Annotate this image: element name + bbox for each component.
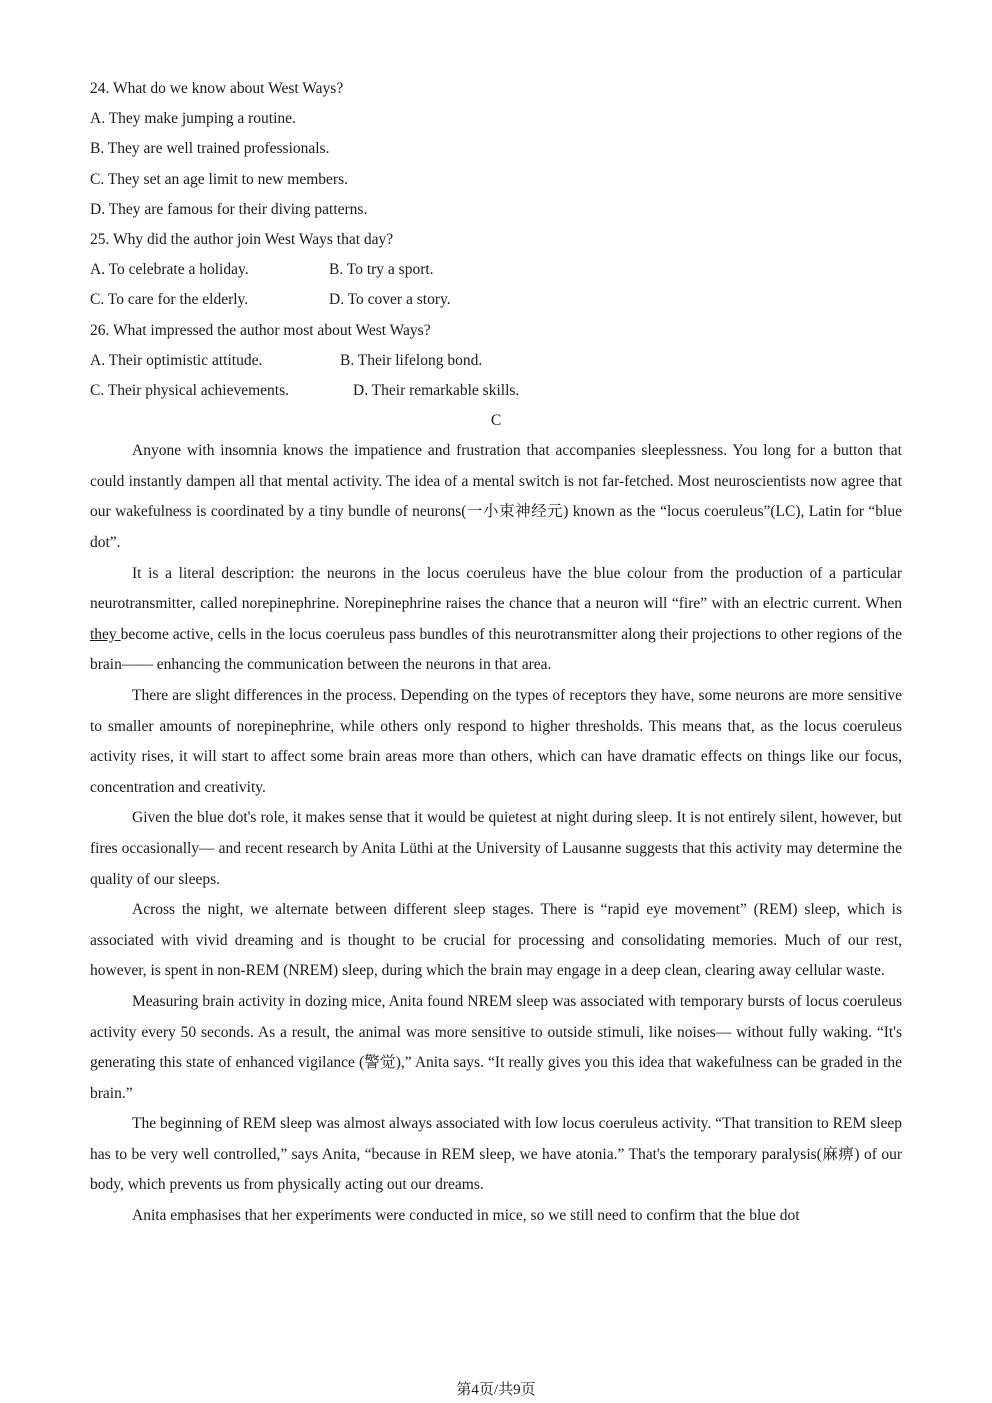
question-24-option-d: D. They are famous for their diving patterns. bbox=[90, 200, 368, 218]
question-24-option-c: C. They set an age limit to new members. bbox=[90, 170, 348, 188]
question-24-stem: 24. What do we know about West Ways? bbox=[90, 80, 344, 97]
question-24-option-a: A. They make jumping a routine. bbox=[90, 110, 296, 128]
question-26-option-c: C. Their physical achievements. bbox=[90, 382, 290, 400]
question-25-stem: 25. Why did the author join West Ways that day? bbox=[90, 231, 394, 249]
question-25-option-d: D. To cover a story. bbox=[329, 291, 451, 309]
question-26-option-a: A. Their optimistic attitude. bbox=[90, 351, 263, 369]
passage-section-letter: C bbox=[490, 412, 502, 430]
underlined-word: they bbox=[90, 625, 121, 643]
question-25-options-row-1 bbox=[90, 255, 902, 285]
page-number-footer: 第4页/共9页 bbox=[456, 1382, 536, 1398]
question-26-options-row-1 bbox=[90, 346, 902, 376]
passage-paragraph: Anita emphasises that her experiments were conducted in mice, so we still need to confirm that the blue dot bbox=[132, 1207, 800, 1225]
passage-paragraph: Anyone with insomnia knows the impatience and frustration that accompanies sleeplessness. You long for a button that could instantly dampen all that mental activity. The idea of a mental switch is not far-fetched. Most neuroscientists now agree that our wakefulness is coordinated by a tiny bundle of neurons(一小束神经元) known as the “locus coeruleus”(LC), Latin for “blue dot”. bbox=[90, 442, 902, 552]
paragraph-text-after: become active, cells in the locus coeruleus pass bundles of this neurotransmitter along their projections to other regions of the brain—— enhancing the communication between the neurons in that area. bbox=[90, 625, 903, 674]
passage-paragraph: The beginning of REM sleep was almost always associated with low locus coeruleus activity. “That transition to REM sleep has to be very well controlled,” says Anita, “because in REM sleep, we have atonia.” That's the temporary paralysis(麻痹) of our body, which prevents us from physically acting out our dreams. bbox=[90, 1115, 902, 1194]
question-26-options-row-2 bbox=[90, 376, 902, 406]
passage-paragraph: Given the blue dot's role, it makes sense that it would be quietest at night during sleep. It is not entirely silent, however, but fires occasionally— and recent research by Anita Lüthi at the University of Lausanne suggests that this activity may determine the quality of our sleeps. bbox=[90, 809, 902, 888]
question-24-option-b: B. They are well trained professionals. bbox=[90, 140, 330, 158]
paragraph-text-before: It is a literal description: the neurons in the locus coeruleus have the blue colour from the production of a particular neurotransmitter, called norepinephrine. Norepinephrine raises the chance that a neuron will “fire” with an electric current. When bbox=[90, 564, 902, 613]
passage-paragraph: Across the night, we alternate between different sleep stages. There is “rapid eye movement” (REM) sleep, which is associated with vivid dreaming and is thought to be crucial for processing and consolidating memories. Much of our rest, however, is spent in non-REM (NREM) sleep, during which the brain may engage in a deep clean, clearing away cellular waste. bbox=[90, 901, 902, 980]
question-26-option-b: B. Their lifelong bond. bbox=[340, 351, 483, 369]
question-26-stem: 26. What impressed the author most about West Ways? bbox=[90, 321, 431, 339]
passage-paragraph: Measuring brain activity in dozing mice, Anita found NREM sleep was associated with temporary bursts of locus coeruleus activity every 50 seconds. As a result, the animal was more sensitive to outside stimuli, like noises— without fully waking. “It's generating this state of enhanced vigilance (警觉),” Anita says. “It really gives you this idea that wakefulness can be graded in the brain.” bbox=[90, 992, 902, 1102]
question-25-option-a: A. To celebrate a holiday. bbox=[90, 261, 249, 279]
question-25-option-c: C. To care for the elderly. bbox=[90, 291, 249, 309]
passage-paragraph: There are slight differences in the process. Depending on the types of receptors they have, some neurons are more sensitive to smaller amounts of norepinephrine, while others only respond to higher thresholds. This means that, as the locus coeruleus activity rises, it will start to affect some brain areas more than others, which can have dramatic effects on things like our focus, concentration and creativity. bbox=[90, 686, 902, 796]
question-25-options-row-2 bbox=[90, 285, 902, 315]
question-25-option-b: B. To try a sport. bbox=[329, 261, 434, 279]
question-26-option-d: D. Their remarkable skills. bbox=[353, 382, 520, 400]
page-content bbox=[90, 74, 902, 1232]
passage-paragraph-with-underline bbox=[90, 559, 902, 681]
